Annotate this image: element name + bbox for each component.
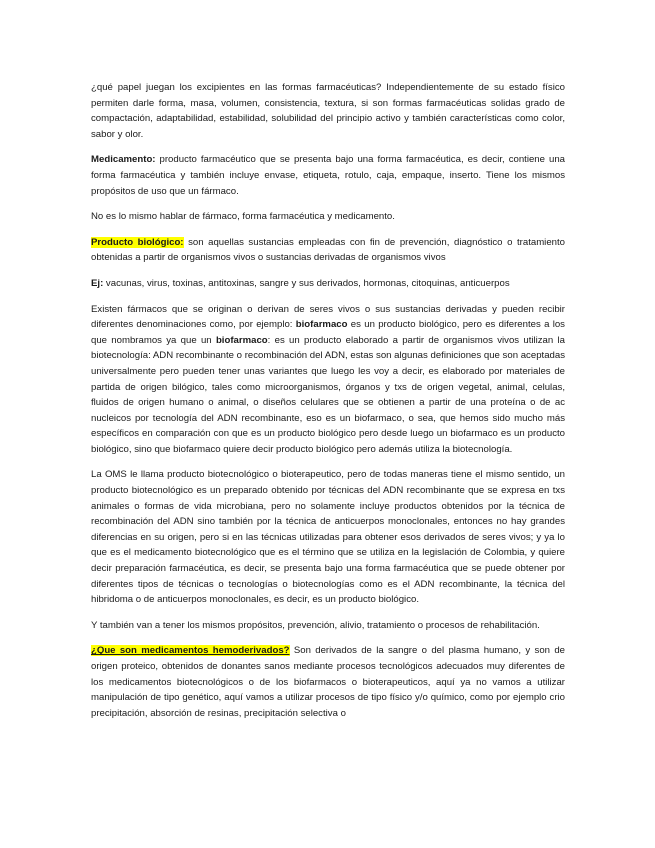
biofarmaco-text-3: : es un producto elaborado a partir de organismos vivos utilizan la biotecnología: ADN recombinante o recombinación del ADN, estas son algunas definiciones que son aceptadas universalmente pero pueden tener unas variantes que luego les voy a decir, es elaborado por materiales de partida de origen bilógico, tales como microorganismos, órganos y txs de origen vegetal, animal, celulas, fluidos de origen humano o animal, o diseños celulares que se obtienen a partir de una proteína o de ac nucleicos por tecnología del ADN recombinante, eso es un biofarmaco, o sea, que hemos sido mucho más específicos en comparación con que es un producto biológico pero desde luego un biofarmaco es un producto biológico, sino que biofarmaco quiere decir producto biológico pero además utiliza la biotecnología. (91, 334, 565, 455)
term-ej: Ej: (91, 277, 104, 289)
definition-medicamento: producto farmacéutico que se presenta bajo una forma farmacéutica, es decir, contiene una forma farmacéutica y también incluye envase, etiqueta, rotulo, caja, empaque, inserto. Tiene los mismos propósitos de uso que un fármaco. (91, 154, 565, 197)
term-medicamento: Medicamento: (91, 154, 156, 166)
biofarmaco-text-1: Existen fármacos que se originan o derivan de seres vivos o sus sustancias derivadas y pueden recibir diferentes denominaciones como, por ejemplo: (91, 303, 565, 331)
term-hemoderivados: ¿Que son medicamentos hemoderivados? (91, 645, 290, 657)
paragraph-producto-biologico (91, 235, 565, 266)
document-body (91, 80, 565, 731)
paragraph-propositos: Y también van a tener los mismos propósitos, prevención, alivio, tratamiento o procesos de rehabilitación. (91, 619, 540, 631)
definition-hemoderivados: Son derivados de la sangre o del plasma humano, y son de origen proteico, obtenidos de donantes sanos mediante procesos tecnológicos adecuados muy diferentes de los medicamentos biotecnológicos o de los biofarmacos o bioterapeuticos, aquí ya no vamos a utilizar manipulación de tipo genético, aquí vamos a utilizar procesos de tipo físico y/o químico, como por ejemplo crio precipitación, absorción de resinas, precipitación selectiva o (91, 645, 565, 719)
ejemplos-list: vacunas, virus, toxinas, antitoxinas, sangre y sus derivados, hormonas, citoquinas, anticuerpos (103, 277, 510, 289)
paragraph-ejemplos (91, 276, 565, 292)
paragraph-medicamento (91, 152, 565, 199)
paragraph-excipientes: ¿qué papel juegan los excipientes en las formas farmacéuticas? Independientemente de su estado físico permiten darle forma, masa, volumen, consistencia, textura, si son formas farmacéuticas solidas grado de compactación, adaptabilidad, estabilidad, solubilidad del principio activo y también características como color, sabor y olor. (91, 82, 565, 140)
paragraph-farmaco-comparison: No es lo mismo hablar de fármaco, forma farmacéutica y medicamento. (91, 211, 395, 223)
term-biofarmaco-2: biofarmaco (215, 334, 268, 346)
biofarmaco-text-2: es un producto biológico, pero es diferentes a los que nombramos ya que un (91, 319, 565, 346)
paragraph-biofarmaco (91, 302, 565, 458)
paragraph-oms: La OMS le llama producto biotecnológico o bioterapeutico, pero de todas maneras tiene el mismo sentido, un producto biotecnológico es un preparado obtenido por técnicas del ADN recombinante que se expresa en txs animales o formas de vida microbiana, pero no solamente incluye productos obtenidos por la técnica de recombinación del ADN sino también por la técnica de anticuerpos monoclonales, entonces no hay grandes diferencias en su origen, pero si en las técnicas utilizadas para obtener esos derivados de seres vivos; y ya lo que es el medicamento biotecnológico que es el término que se utiliza en la legislación de Colombia, y quiere decir preparación farmacéutica, es decir, se presenta bajo una forma farmacéutica que se puede obtener por diferentes tipos de técnicas o tecnologías o biotecnologías como es el ADN recombinante, la técnica del hibridoma o de anticuerpos monoclonales, es decir, es un producto biológico. (91, 469, 565, 606)
term-producto-biologico: Producto biológico: (91, 236, 184, 248)
paragraph-hemoderivados (91, 643, 565, 721)
definition-producto-biologico: son aquellas sustancias empleadas con fin de prevención, diagnóstico o tratamiento obtenidas a partir de organismos vivos o sustancias derivadas de organismos vivos (91, 236, 565, 264)
term-biofarmaco-1: biofarmaco (295, 319, 348, 331)
